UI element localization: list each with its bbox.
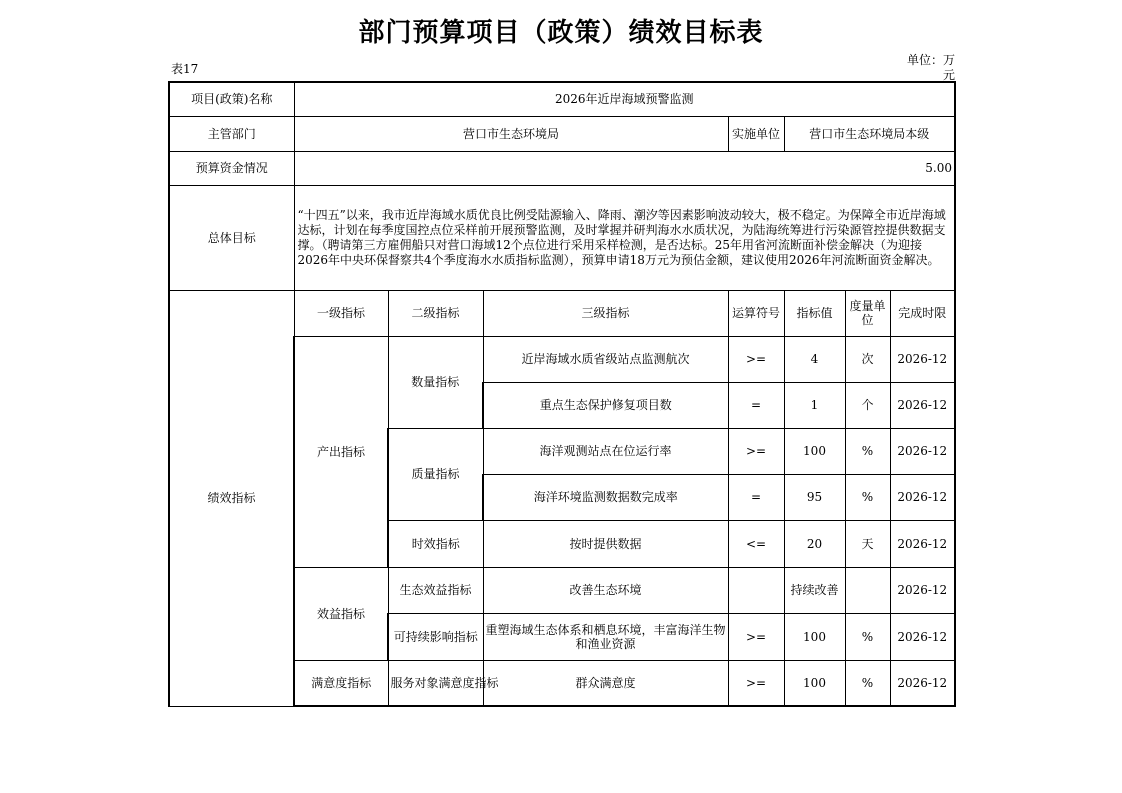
header-level1: 一级指标	[294, 290, 388, 336]
header-operator: 运算符号	[728, 290, 784, 336]
row-1-name: 近岸海域水质省级站点监测航次	[483, 336, 728, 382]
row-8-deadline: 2026-12	[890, 660, 955, 706]
impl-unit-label: 实施单位	[728, 116, 784, 151]
row-3-unit: %	[845, 428, 890, 474]
goal-label: 总体目标	[169, 185, 294, 290]
row-4-deadline: 2026-12	[890, 474, 955, 520]
dept-value: 营口市生态环境局	[294, 116, 728, 151]
row-3-value: 100	[784, 428, 845, 474]
row-7-unit: %	[845, 613, 890, 660]
level2-quality: 质量指标	[388, 428, 483, 520]
row-5-deadline: 2026-12	[890, 520, 955, 567]
header-unit: 度量单位	[845, 290, 890, 336]
dept-label: 主管部门	[169, 116, 294, 151]
row-7-name: 重塑海域生态体系和栖息环境，丰富海洋生物和渔业资源	[483, 613, 728, 660]
row-4-value: 95	[784, 474, 845, 520]
row-7-deadline: 2026-12	[890, 613, 955, 660]
indicators-section-label: 绩效指标	[169, 290, 294, 706]
row-5-name: 按时提供数据	[483, 520, 728, 567]
row-6-deadline: 2026-12	[890, 567, 955, 613]
row-4-op: =	[728, 474, 784, 520]
level2-timeliness: 时效指标	[388, 520, 483, 567]
level2-ecological: 生态效益指标	[388, 567, 483, 613]
row-2-unit: 个	[845, 382, 890, 428]
project-name-label: 项目(政策)名称	[169, 82, 294, 116]
row-3-name: 海洋观测站点在位运行率	[483, 428, 728, 474]
unit-suffix: 元	[942, 68, 955, 82]
row-7-value: 100	[784, 613, 845, 660]
row-6-op	[728, 567, 784, 613]
page-title: 部门预算项目（政策）绩效目标表	[358, 18, 764, 48]
row-5-op: <=	[728, 520, 784, 567]
row-8-op: >=	[728, 660, 784, 706]
row-1-op: >=	[728, 336, 784, 382]
level1-benefit: 效益指标	[294, 567, 388, 660]
row-2-value: 1	[784, 382, 845, 428]
row-6-value: 持续改善	[784, 567, 845, 613]
row-8-name: 群众满意度	[483, 660, 728, 706]
row-8-value: 100	[784, 660, 845, 706]
header-level3: 三级指标	[483, 290, 728, 336]
level1-output: 产出指标	[294, 336, 388, 567]
row-2-deadline: 2026-12	[890, 382, 955, 428]
row-2-name: 重点生态保护修复项目数	[483, 382, 728, 428]
header-level2: 二级指标	[388, 290, 483, 336]
level2-service-satisfaction: 服务对象满意度指标	[388, 660, 483, 706]
row-4-name: 海洋环境监测数据数完成率	[483, 474, 728, 520]
row-6-name: 改善生态环境	[483, 567, 728, 613]
row-6-unit	[845, 567, 890, 613]
row-8-unit: %	[845, 660, 890, 706]
row-2-op: =	[728, 382, 784, 428]
level2-quantity: 数量指标	[388, 336, 483, 428]
header-deadline: 完成时限	[890, 290, 955, 336]
row-7-op: >=	[728, 613, 784, 660]
table-number: 表17	[171, 62, 199, 76]
level2-sustainable: 可持续影响指标	[388, 613, 483, 660]
row-5-value: 20	[784, 520, 845, 567]
row-1-value: 4	[784, 336, 845, 382]
performance-table	[168, 81, 956, 707]
project-name-value: 2026年近岸海域预警监测	[294, 82, 955, 116]
row-3-op: >=	[728, 428, 784, 474]
impl-unit-value: 营口市生态环境局本级	[784, 116, 955, 151]
header-value: 指标值	[784, 290, 845, 336]
row-1-deadline: 2026-12	[890, 336, 955, 382]
row-1-unit: 次	[845, 336, 890, 382]
unit-text: 单位：万	[906, 53, 955, 67]
unit-label	[897, 53, 955, 83]
row-3-deadline: 2026-12	[890, 428, 955, 474]
row-4-unit: %	[845, 474, 890, 520]
goal-text: “十四五”以来，我市近岸海域水质优良比例受陆源输入、降雨、潮汐等因素影响波动较大，极不稳定。为保障全市近岸海域达标，计划在每季度国控点位采样前开展预警监测，及时掌握并研判海水水质状况，为陆海统筹进行污染源管控提供数据支撑。（聘请第三方雇佣船只对营口海域12个点位进行采用采样检测，是否达标。25年用省河流断面补偿金解决（为迎接2026年中央环保督察共4个季度海水水质指标监测），预算申请18万元为预估金额，建议使用2026年河流断面资金解决。	[294, 185, 955, 290]
budget-label: 预算资金情况	[169, 151, 294, 185]
budget-value: 5.00	[294, 151, 955, 185]
row-5-unit: 天	[845, 520, 890, 567]
level1-satisfaction: 满意度指标	[294, 660, 388, 706]
